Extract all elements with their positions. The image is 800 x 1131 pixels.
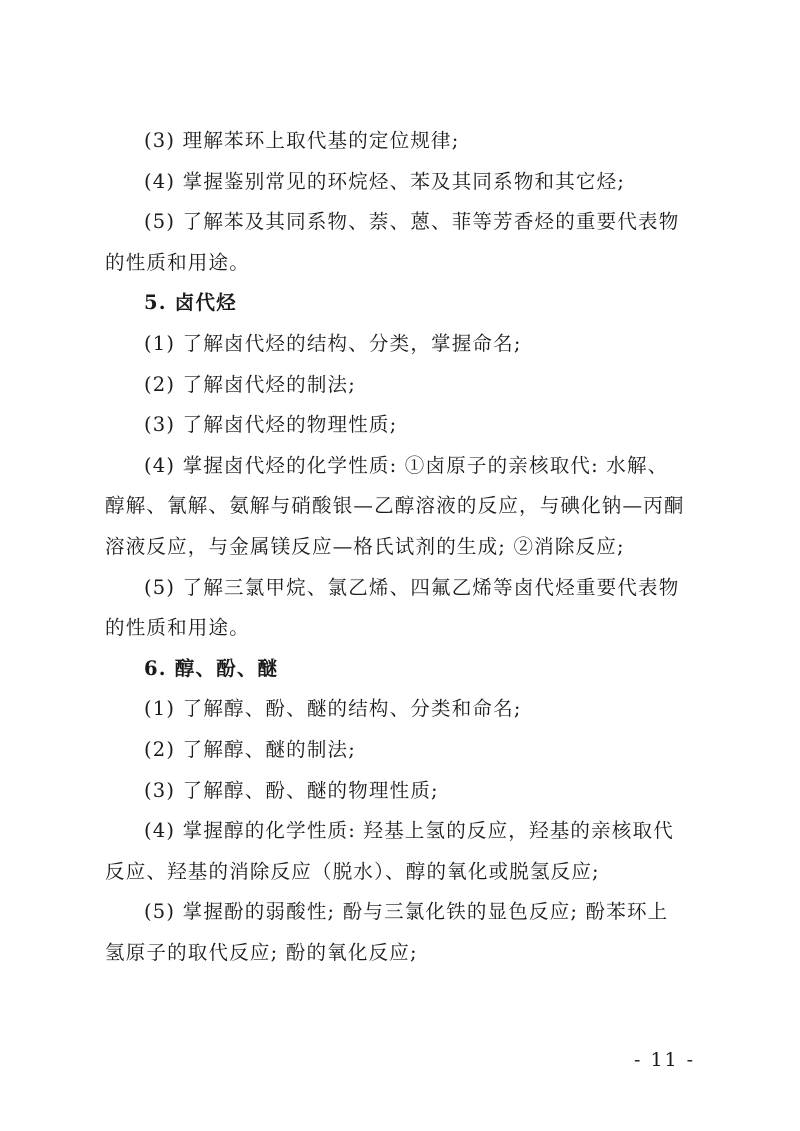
text-line: 醇解、氰解、氨解与硝酸银—乙醇溶液的反应，与碘化钠—丙酮 — [105, 494, 685, 518]
text-line: 溶液反应，与金属镁反应—格氏试剂的生成; ②消除反应; — [105, 534, 625, 558]
text-line: 氢原子的取代反应; 酚的氧化反应; — [105, 940, 418, 964]
text-line: (4) 掌握醇的化学性质: 羟基上氢的反应，羟基的亲核取代 — [144, 819, 674, 843]
text-line: (2) 了解卤代烃的制法; — [144, 372, 356, 396]
text-line: (3) 了解卤代烃的物理性质; — [144, 413, 398, 437]
text-line: (5) 了解苯及其同系物、萘、蒽、菲等芳香烃的重要代表物 — [144, 210, 680, 234]
text-line: (2) 了解醇、醚的制法; — [144, 737, 356, 761]
page-number: - 11 - — [634, 1049, 696, 1071]
text-line: (3) 理解苯环上取代基的定位规律; — [144, 129, 460, 152]
text-line: 的性质和用途。 — [105, 250, 250, 274]
text-line: (1) 了解醇、酚、醚的结构、分类和命名; — [144, 697, 522, 721]
text-line: (5) 了解三氯甲烷、氯乙烯、四氟乙烯等卤代烃重要代表物 — [144, 575, 680, 599]
text-line: (5) 掌握酚的弱酸性; 酚与三氯化铁的显色反应; 酚苯环上 — [144, 900, 669, 924]
document-body — [105, 121, 705, 973]
text-line: (4) 掌握卤代烃的化学性质: ①卤原子的亲核取代: 水解、 — [144, 453, 669, 477]
section-heading: 6. 醇、酚、醚 — [144, 656, 279, 680]
text-line: (1) 了解卤代烃的结构、分类，掌握命名; — [144, 331, 522, 355]
text-line: 反应、羟基的消除反应（脱水）、醇的氧化或脱氢反应; — [105, 859, 600, 883]
section-heading: 5. 卤代烃 — [144, 291, 237, 315]
text-line: (3) 了解醇、酚、醚的物理性质; — [144, 778, 439, 802]
text-line: 的性质和用途。 — [105, 616, 250, 640]
text-line: (4) 掌握鉴别常见的环烷烃、苯及其同系物和其它烃; — [144, 169, 626, 193]
